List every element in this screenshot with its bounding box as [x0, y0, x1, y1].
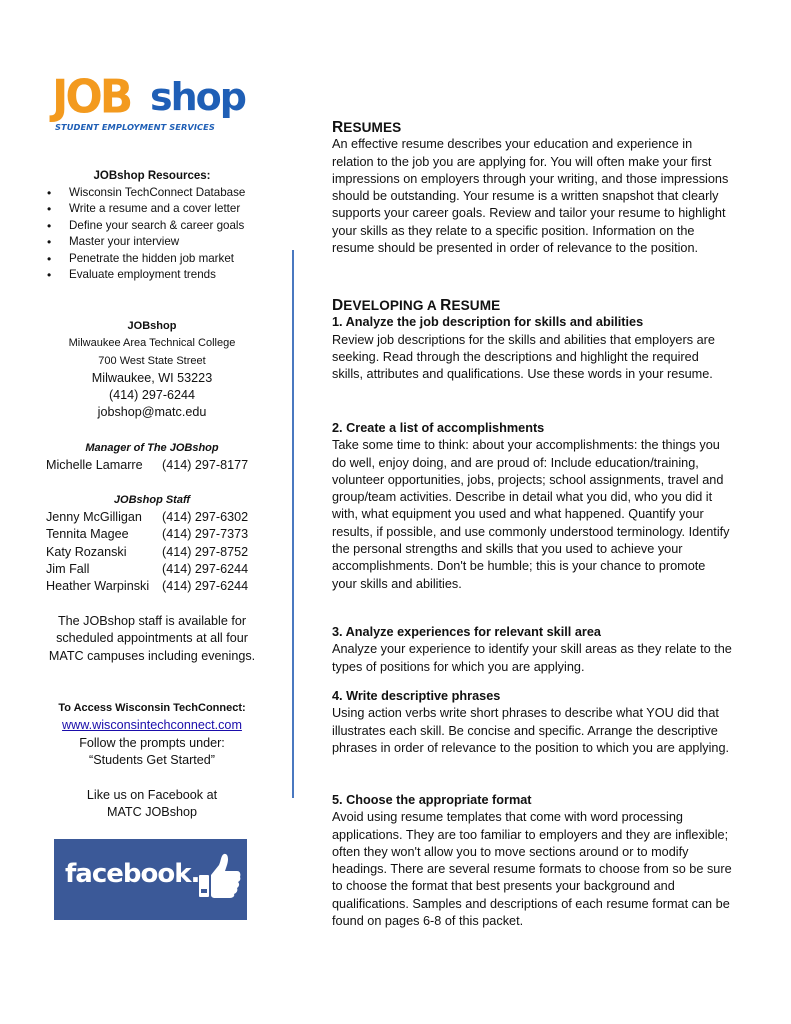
staff-name: Jim Fall [46, 561, 90, 576]
step-heading: 2. Create a list of accomplishments [332, 421, 545, 435]
availability-note: The JOBshop staff is available for scheduled appointments at all four MATC campuses including evenings. [48, 614, 256, 663]
staff-list [46, 509, 248, 595]
logo-shop-text: shop [150, 75, 245, 119]
resources-list [47, 185, 245, 283]
staff-name: Katy Rozanski [46, 544, 127, 559]
manager-name: Michelle Lamarre [46, 458, 143, 472]
staff-phone: (414) 297-6244 [162, 579, 249, 594]
techconnect-access [40, 700, 264, 769]
step-body: Take some time to think: about your accomplishments: the things you do well, enjoy doing, and are proud of: Include education/training, volunteer opportunities, jobs, projects; school assignments, travel and group/team activities. Describe in detail what you did, who you did it with, what equipment you used and what happened. Quantify your results, if possible, and use commonly understood terminology. Identify the personal strengths and skills that you used to achieve your accomplishments. Don't be humble; this is your chance to promote your skills and abilities. [332, 438, 730, 591]
list-item: • Wisconsin TechConnect Database [47, 185, 245, 201]
step-4 [332, 688, 732, 757]
staff-row [46, 578, 248, 595]
step-body: Analyze your experience to identify your skill areas as they relate to the types of positions for which you are applying. [332, 642, 732, 674]
staff-name: Heather Warpinski [46, 579, 150, 594]
jobshop-logo [52, 70, 252, 138]
list-item: • Penetrate the hidden job market [47, 251, 245, 267]
column-divider [292, 250, 294, 798]
manager-contact [46, 457, 248, 474]
facebook-note-line1: Like us on Facebook at [86, 788, 218, 802]
staff-name: Tennita Magee [46, 527, 129, 542]
office-address [40, 318, 264, 422]
city-state-zip: Milwaukee, WI 53223 [91, 370, 213, 385]
office-name: JOBshop [127, 320, 177, 332]
staff-phone: (414) 297-7373 [162, 527, 249, 542]
resumes-intro: An effective resume describes your education and experience in relation to the job you are applying for. You will often make your first impressions on employers through your writing, and those impressions should be outstanding. Your resume is a written snapshot that clearly supports your career goals. Review and tailor your resume to highlight your skills as they relate to a specific position. Information on the resume should be presented in order of relevance to the position. [332, 137, 729, 256]
list-item: • Write a resume and a cover letter [47, 201, 245, 217]
staff-row [46, 526, 248, 543]
list-item: • Define your search & career goals [47, 218, 245, 234]
office-phone: (414) 297-6244 [108, 388, 196, 403]
street-address: 700 West State Street [98, 354, 206, 367]
facebook-wordmark: facebook. [65, 859, 200, 889]
staff-row [46, 509, 248, 526]
developing-section [332, 297, 732, 383]
access-prompt: “Students Get Started” [89, 752, 215, 767]
office-email[interactable]: jobshop@matc.edu [97, 405, 207, 420]
logo-tagline: STUDENT EMPLOYMENT SERVICES [55, 122, 215, 132]
manager-title: Manager of The JOBshop [85, 442, 219, 454]
staff-phone: (414) 297-8752 [162, 544, 249, 559]
resumes-heading: RESUMES [332, 119, 402, 136]
step-heading: 5. Choose the appropriate format [332, 793, 532, 807]
facebook-badge[interactable] [54, 839, 247, 920]
step-body: Avoid using resume templates that come with word processing applications. They are too familiar to employers and they are inflexible; often they won't allow you to move sections around or to modify headings. There are several resume formats to choose from so be sure to choose the format that best presents your background and qualifications. Samples and descriptions of each resume format can be found on pages 6-8 of this packet. [332, 810, 732, 929]
facebook-note [40, 787, 264, 822]
step-5 [332, 792, 732, 930]
access-title: To Access Wisconsin TechConnect: [58, 702, 246, 714]
staff-title: JOBshop Staff [113, 494, 191, 506]
staff-name: Jenny McGilligan [46, 510, 142, 524]
thumbs-up-icon [197, 851, 241, 903]
access-instructions: Follow the prompts under: [79, 735, 225, 750]
staff-row [46, 561, 248, 578]
step-heading: 3. Analyze experiences for relevant skill area [332, 625, 601, 639]
staff-phone: (414) 297-6244 [162, 561, 249, 576]
manager-phone: (414) 297-8177 [162, 458, 249, 472]
staff-phone: (414) 297-6302 [162, 510, 249, 524]
list-item: • Master your interview [47, 234, 245, 250]
step-body: Using action verbs write short phrases to describe what YOU did that illustrates each skill. Be concise and specific. Arrange the descriptive phrases in order of relevance to the position to which you are applying. [332, 706, 730, 755]
step-2 [332, 420, 732, 593]
list-item: • Evaluate employment trends [47, 267, 245, 283]
staff-row [46, 544, 248, 561]
step-3 [332, 624, 732, 676]
resumes-section [332, 119, 732, 257]
developing-heading: DEVELOPING A RESUME [332, 297, 501, 314]
logo-job-text: JOB [52, 70, 131, 125]
resources-title: JOBshop Resources: [93, 170, 211, 182]
step-heading: 1. Analyze the job description for skills and abilities [332, 315, 644, 330]
techconnect-link[interactable]: www.wisconsintechconnect.com [62, 718, 242, 733]
step-body: Review job descriptions for the skills and abilities that employers are seeking. Read through the descriptions and highlight the required skills, attributes and qualifications. Use these words in your resume. [332, 332, 715, 382]
step-heading: 4. Write descriptive phrases [332, 689, 501, 703]
college-name: Milwaukee Area Technical College [68, 337, 236, 350]
facebook-note-line2: MATC JOBshop [106, 805, 198, 820]
